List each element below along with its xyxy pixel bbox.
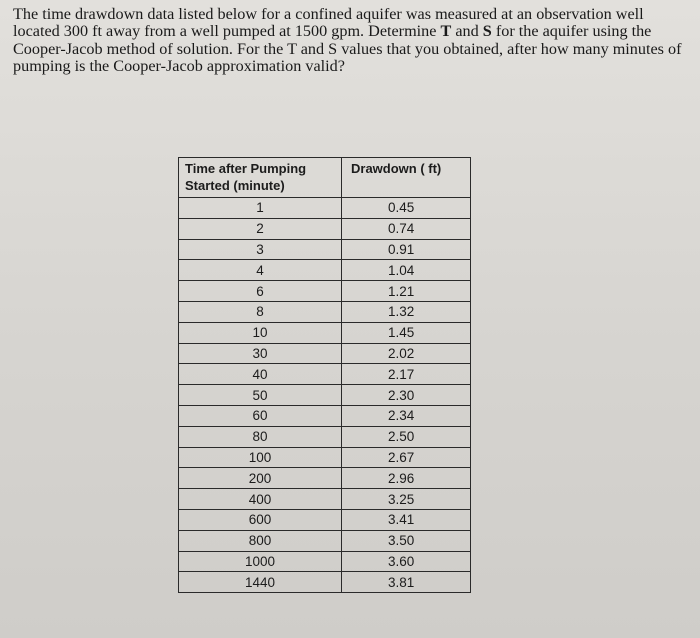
bold-s: S — [482, 22, 492, 41]
time-cell: 100 — [179, 447, 342, 468]
time-cell: 3 — [179, 239, 342, 260]
table-row — [179, 489, 471, 510]
time-cell: 30 — [179, 343, 342, 364]
time-cell: 6 — [179, 281, 342, 302]
header-drawdown: Drawdown ( ft) — [342, 158, 471, 198]
drawdown-cell: 1.32 — [342, 301, 471, 322]
drawdown-cell: 2.96 — [342, 468, 471, 489]
problem-text-part2: and — [451, 22, 483, 41]
drawdown-cell: 3.81 — [342, 572, 471, 593]
time-cell: 1000 — [179, 551, 342, 572]
drawdown-cell: 2.34 — [342, 405, 471, 426]
table-row — [179, 572, 471, 593]
table-row — [179, 218, 471, 239]
time-cell: 200 — [179, 468, 342, 489]
drawdown-cell: 0.74 — [342, 218, 471, 239]
drawdown-cell: 0.91 — [342, 239, 471, 260]
table-row — [179, 468, 471, 489]
time-cell: 8 — [179, 301, 342, 322]
problem-text-part1: The time drawdown data listed below for a confined aquifer was measured at an observation well located 300 ft away from a well pumped at 1500 gpm. Determine — [13, 5, 644, 41]
table-row — [179, 301, 471, 322]
time-cell: 800 — [179, 530, 342, 551]
table-row — [179, 426, 471, 447]
drawdown-cell: 2.50 — [342, 426, 471, 447]
time-cell: 80 — [179, 426, 342, 447]
table-row — [179, 364, 471, 385]
table-row — [179, 509, 471, 530]
table-row — [179, 551, 471, 572]
time-cell: 1440 — [179, 572, 342, 593]
table-row — [179, 343, 471, 364]
drawdown-table — [178, 157, 471, 593]
table-row — [179, 260, 471, 281]
time-cell: 400 — [179, 489, 342, 510]
time-cell: 50 — [179, 385, 342, 406]
bold-t: T — [440, 22, 452, 41]
table-row — [179, 385, 471, 406]
drawdown-cell: 1.45 — [342, 322, 471, 343]
time-cell: 60 — [179, 405, 342, 426]
table-row — [179, 281, 471, 302]
drawdown-cell: 2.02 — [342, 343, 471, 364]
table-row — [179, 447, 471, 468]
drawdown-cell: 3.25 — [342, 489, 471, 510]
time-cell: 4 — [179, 260, 342, 281]
problem-text-part3: for the aquifer using the Cooper-Jacob method of solution. For the T and S values that you obtained, after how many minutes of pumping is the Cooper-Jacob approximation valid? — [13, 22, 682, 76]
time-cell: 600 — [179, 509, 342, 530]
drawdown-cell: 2.67 — [342, 447, 471, 468]
drawdown-table-container — [178, 157, 470, 593]
time-cell: 10 — [179, 322, 342, 343]
drawdown-cell: 3.50 — [342, 530, 471, 551]
drawdown-cell: 0.45 — [342, 198, 471, 219]
drawdown-cell: 1.21 — [342, 281, 471, 302]
table-row — [179, 239, 471, 260]
time-cell: 40 — [179, 364, 342, 385]
table-row — [179, 322, 471, 343]
table-body — [179, 198, 471, 593]
table-row — [179, 198, 471, 219]
table-row — [179, 530, 471, 551]
drawdown-cell: 1.04 — [342, 260, 471, 281]
header-time: Time after Pumping Started (minute) — [179, 158, 342, 198]
drawdown-cell: 2.30 — [342, 385, 471, 406]
time-cell: 2 — [179, 218, 342, 239]
table-header-row — [179, 158, 471, 198]
drawdown-cell: 3.60 — [342, 551, 471, 572]
drawdown-cell: 3.41 — [342, 509, 471, 530]
table-row — [179, 405, 471, 426]
problem-statement — [13, 6, 685, 76]
time-cell: 1 — [179, 198, 342, 219]
drawdown-cell: 2.17 — [342, 364, 471, 385]
